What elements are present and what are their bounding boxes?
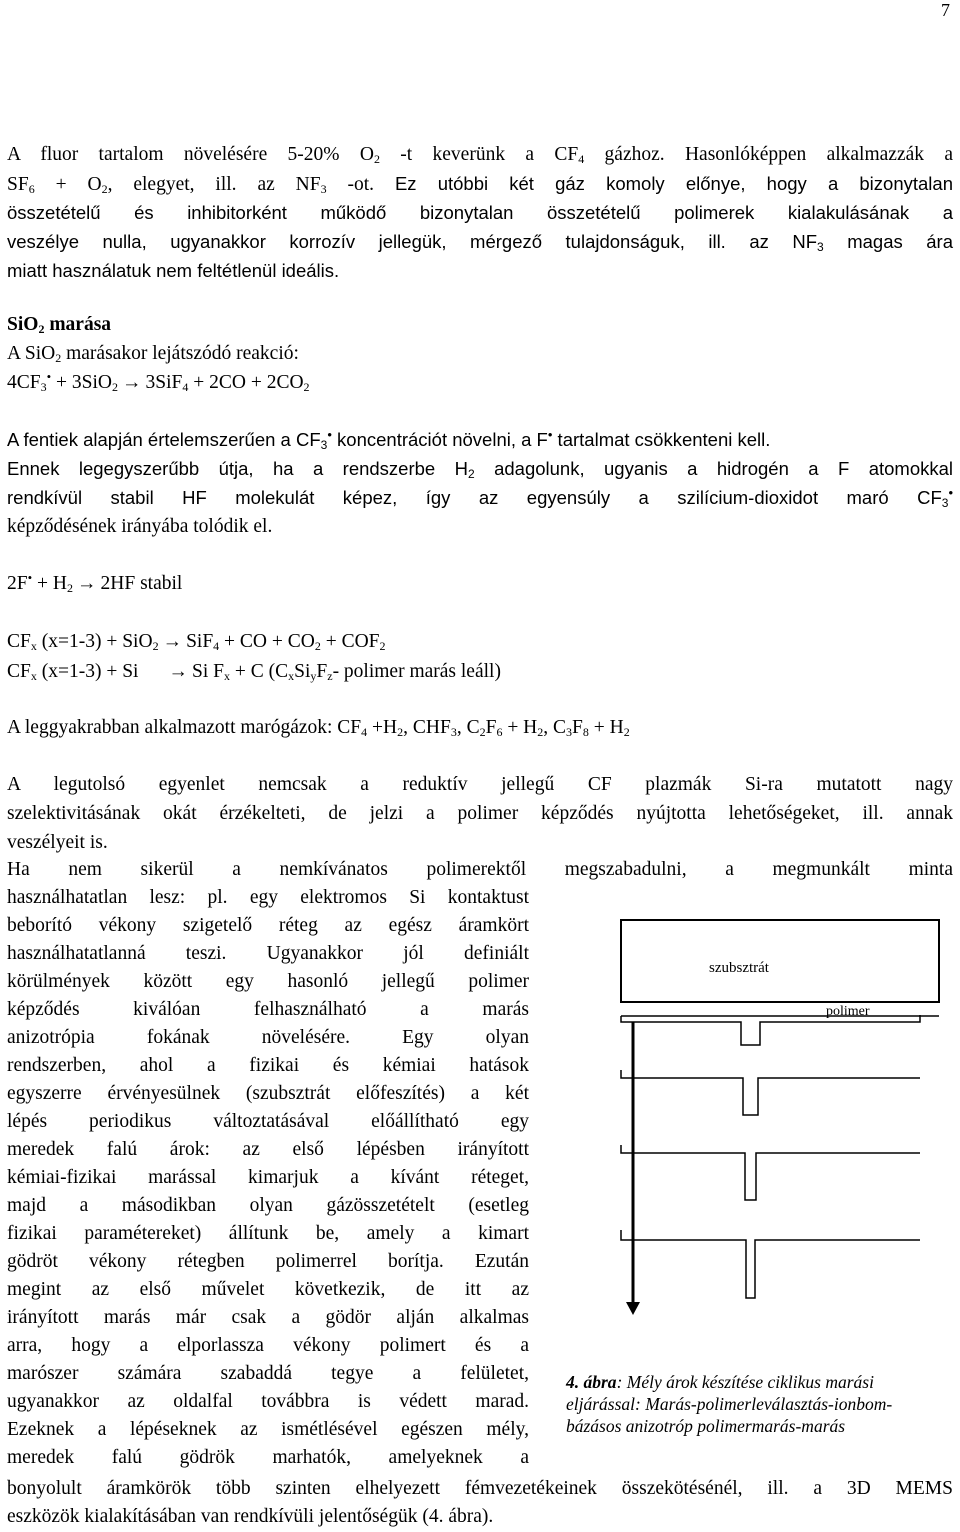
p1-line5: miatt használatuk nem feltétlenül ideális.	[7, 260, 340, 281]
equation-1: $4CF_3^• + 3SiO_2 \to 3SiF_4 + 2CO + 2CO_2$	[7, 369, 310, 394]
p3-line1: A legutolsó egyenlet nemcsak a reduktív jellegű CF plazmák Si-ra mutatott nagy	[7, 774, 953, 795]
p2-line3: rendkívül stabil HF molekulát képez, így az egyensúly a szilícium-dioxidot maró $CF_3^•$	[7, 485, 953, 510]
trench-step-1	[621, 1015, 920, 1045]
p2-line1: A fentiek alapján értelemszerűen a $CF_3^•$ koncentrációt növelni, a F• tartalmat csökkenteni kell.	[7, 427, 771, 452]
p4-wrapped-line: majd a másodikban olyan gázösszetételt (esetleg	[7, 1195, 529, 1216]
p4-wrapped-line: rendszerben, ahol a fizikai és kémiai hatások	[7, 1055, 529, 1076]
substrate-block	[621, 920, 939, 1002]
p4-line-end2: eszközök kialakításában van rendkívüli jelentőségük (4. ábra).	[7, 1506, 494, 1527]
p4-line-end1: bonyolult áramkörök több szinten elhelyezett fémvezetékeinek összekötésénél, ill. a 3D MEMS	[7, 1478, 953, 1499]
p4-wrapped-line: lépés periodikus változtatásával előállítható egy	[7, 1111, 529, 1132]
section-heading: SiO$_2$ marása	[7, 314, 112, 336]
p4-wrapped-line: Ezeknek a lépéseknek az ismétlésével egészen mély,	[7, 1419, 529, 1440]
equation-3: $CF_x$ (x=1-3) + SiO$_2$ → SiF$_4$ + CO + $CO_2 + COF_2$	[7, 631, 386, 653]
p4-wrapped-line: körülmények között egy hasonló jellegű polimer	[7, 971, 529, 992]
process-arrow-head	[626, 1302, 640, 1315]
p4-wrapped-line: beborító vékony szigetelő réteg az egész áramkört	[7, 915, 529, 936]
p4-wrapped-line: meredek falú gödrök marhatók, amelyeknek a	[7, 1447, 529, 1468]
p2-line4: képződésének irányába tolódik el.	[7, 516, 273, 537]
p4-wrapped-line: kémiai-fizikai marással kimarjuk a kívánt réteget,	[7, 1167, 529, 1188]
p3-line3: veszélyeit is.	[7, 832, 108, 853]
p4-wrapped-line: marószer számára szabaddá tegye a felületet,	[7, 1363, 529, 1384]
p1-line4: veszélye nulla, ugyanakkor korrozív jellegük, mérgező tulajdonságuk, ill. az $NF_3$ magas ára	[7, 231, 953, 254]
p4-wrapped-line: meredek falú árok: az első lépésben irányított	[7, 1139, 529, 1160]
p2-line2: Ennek legegyszerűbb útja, ha a rendszerbe $H_2$ adagolunk, ugyanis a hidrogén a F atomokkal	[7, 458, 954, 481]
reaction-intro: A SiO$_2$ marásakor lejátszódó reakció:	[7, 343, 299, 365]
trench-step-4	[621, 1230, 920, 1298]
trench-step-3	[621, 1145, 920, 1200]
p4-wrapped-line: arra, hogy a elporlassza vékony polimert és a	[7, 1335, 529, 1356]
p4-wrapped-line: képződés kiválóan felhasználható a marás	[7, 999, 529, 1020]
p1-line3: összetételű és inhibitorként működő bizonytalan összetételű polimerek kialakulásának a	[7, 202, 953, 223]
polymer-label: polimer	[826, 1004, 870, 1019]
p4-wrapped-line: irányított marás már csak a gödör alján alkalmas	[7, 1307, 529, 1328]
trench-step-2	[621, 1070, 920, 1115]
p4-wrapped-line: anizotrópia fokának növelésére. Egy olyan	[7, 1027, 529, 1048]
p4-wrapped-line: használhatatlan lesz: pl. egy elektromos Si kontaktust	[7, 887, 529, 908]
p1-line1: A fluor tartalom növelésére 5-20% $O_2$ -t keverünk a $CF_4$ gázhoz. Hasonlóképpen alkalmazzák a	[7, 144, 953, 166]
p4-wrapped-line: megint az első művelet következik, de itt az	[7, 1279, 529, 1300]
p1-line2: $SF_6 + O_2$, elegyet, ill. az $NF_3$ -ot. Ez utóbbi két gáz komoly előnye, hogy a bizonytalan	[7, 173, 953, 196]
trench-etch-figure	[580, 910, 960, 1320]
p4-wrapped-line: egyszerre érvényesülnek (szubsztrát előfeszítés) a két	[7, 1083, 529, 1104]
equation-4: $CF_x$ (x=1-3) + Si → Si $F_x + C$ ($C_xSi_yF_z-$ polimer marás leáll)	[7, 661, 501, 683]
p4-wrapped-line: fizikai paramétereket) állítunk be, amely a kimart	[7, 1223, 529, 1244]
p4-line1: Ha nem sikerül a nemkívánatos polimerektől megszabadulni, a megmunkált minta	[7, 859, 953, 880]
equation-2: $2F^• + H_2 \to 2HF$ stabil	[7, 570, 183, 595]
p4-wrapped-line: ugyanakkor az oldalfal továbbra is védett marad.	[7, 1391, 529, 1412]
p4-wrapped-line: használhatatlanná teszi. Ugyanakkor jól definiált	[7, 943, 529, 964]
substrate-label: szubsztrát	[709, 960, 769, 976]
figure-caption: 4. ábra: Mély árok készítése ciklikus marási eljárással: Marás-polimerleválasztás-ionbom- bázásos anizotróp polimermarás-marás	[566, 1372, 893, 1436]
page-number: 7	[941, 0, 950, 20]
p3-line2: szelektivitásának okát érzékelteti, de jelzi a polimer képződés nyújtotta lehetőségeket, ill. annak	[7, 803, 953, 824]
etchant-gases: A leggyakrabban alkalmazott marógázok: $CF_4 +H_2$, $CHF_3$, $C_2F_6 + H_2$, $C_3F_8 + H_2$	[7, 717, 630, 739]
p4-wrapped-line: gödröt vékony rétegben polimerrel borítja. Ezután	[7, 1251, 529, 1272]
